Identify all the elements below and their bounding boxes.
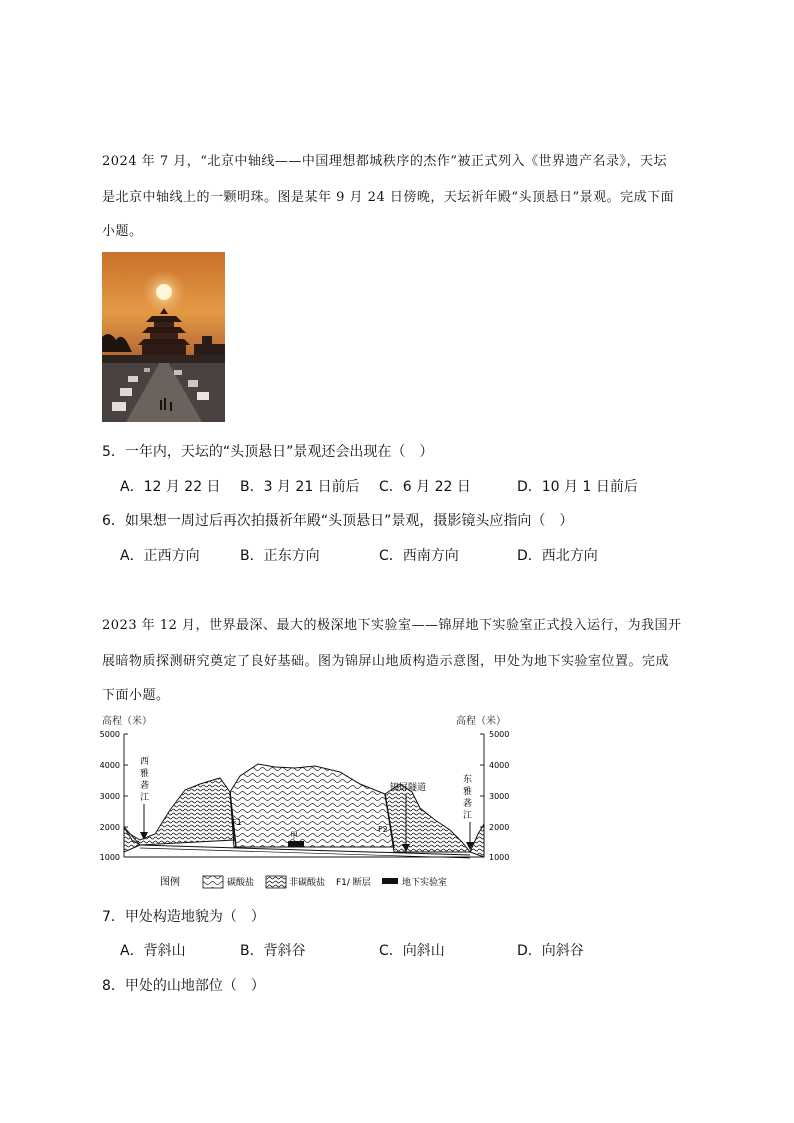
question-5-stem: 5．一年内，天坛的“头顶悬日”景观还会出现在（ ）: [102, 444, 434, 460]
q5-option-b[interactable]: B．3 月 21 日前后: [240, 479, 360, 495]
passage-2-line-1: 2023 年 12 月，世界最深、最大的极深地下实验室——锦屏地下实验室正式投入运行，为我国开: [102, 618, 682, 633]
q5-option-d[interactable]: D．10 月 1 日前后: [517, 479, 638, 495]
q7-option-a[interactable]: A．背斜山: [120, 943, 186, 959]
question-5-options: [120, 476, 720, 496]
passage-2-line-3: 下面小题。: [102, 688, 170, 703]
legend-carbonate-swatch: [203, 876, 223, 888]
passage-1-line-3: 小题。: [102, 224, 143, 239]
svg-text:雅: 雅: [463, 787, 473, 797]
svg-text:江: 江: [463, 811, 473, 821]
fault-f2-label: F2: [378, 825, 388, 834]
legend-lab: 地下实验室: [402, 878, 448, 888]
passage-1-line-1: 2024 年 7 月，“北京中轴线——中国理想都城秩序的杰作”被正式列入《世界遗产名录》，天坛: [102, 154, 668, 169]
legend: [160, 875, 447, 888]
q5-option-c[interactable]: C．6 月 22 日: [379, 479, 471, 495]
underground-lab-marker: [288, 841, 304, 847]
tunnel-label: 锦屏隧道: [390, 783, 427, 793]
passage-1-line-2: 是北京中轴线上的一颗明珠。图是某年 9 月 24 日傍晚，天坛祈年殿“头顶悬日”景观。完成下面: [102, 190, 675, 205]
axis-title-right: 高程（米）: [456, 716, 506, 727]
question-8-stem: 8．甲处的山地部位（ ）: [102, 978, 265, 994]
west-river-label: [140, 756, 149, 803]
svg-text:砻: 砻: [463, 799, 473, 809]
legend-title: 图例: [160, 877, 180, 888]
east-slope-rock: [385, 784, 473, 852]
temple-sunset-photo: [102, 252, 225, 422]
svg-text:西: 西: [140, 757, 150, 767]
question-7-options: [120, 940, 720, 960]
central-mountain-rock: [230, 764, 394, 847]
legend-lab-swatch: [382, 878, 398, 884]
svg-text:江: 江: [140, 793, 150, 803]
legend-carbonate: 碳酸盐: [227, 878, 255, 888]
passage-2-line-2: 展暗物质探测研究奠定了良好基础。图为锦屏山地质构造示意图，甲处为地下实验室位置。完成: [102, 654, 670, 669]
svg-text:东: 东: [463, 775, 473, 785]
left-tick-4000: 4000: [99, 761, 120, 770]
axis-title-left: 高程（米）: [102, 716, 152, 727]
right-tick-3000: 3000: [489, 792, 510, 801]
q7-option-b[interactable]: B．背斜谷: [240, 943, 306, 959]
q6-option-b[interactable]: B．正东方向: [240, 548, 320, 564]
left-tick-1000: 1000: [99, 853, 120, 862]
svg-text:雅: 雅: [140, 769, 150, 779]
left-tick-5000: 5000: [99, 730, 120, 739]
lab-label: 甲: [290, 831, 298, 840]
question-6-stem: 6．如果想一周过后再次拍摄祈年殿“头顶悬日”景观，摄影镜头应指向（ ）: [102, 513, 574, 529]
q7-option-c[interactable]: C．向斜山: [379, 943, 445, 959]
legend-non-carbonate: 非碳酸盐: [289, 878, 326, 888]
left-tick-2000: 2000: [99, 823, 120, 832]
q7-option-d[interactable]: D．向斜谷: [517, 943, 584, 959]
jinping-geology-diagram: [99, 712, 510, 894]
legend-fault: F1/ 断层: [336, 878, 371, 888]
q5-option-a[interactable]: A．12 月 22 日: [120, 479, 221, 495]
q6-option-c[interactable]: C．西南方向: [379, 548, 459, 564]
legend-non-carbonate-swatch: [266, 876, 286, 888]
left-tick-3000: 3000: [99, 792, 120, 801]
question-6-options: [120, 545, 720, 565]
svg-text:砻: 砻: [140, 781, 150, 791]
right-tick-5000: 5000: [489, 730, 510, 739]
right-tick-4000: 4000: [489, 761, 510, 770]
q6-option-d[interactable]: D．西北方向: [517, 548, 598, 564]
q6-option-a[interactable]: A．正西方向: [120, 548, 200, 564]
question-7-stem: 7．甲处构造地貌为（ ）: [102, 909, 265, 925]
right-tick-1000: 1000: [489, 853, 510, 862]
east-river-label: [463, 773, 472, 821]
fault-f1-label: F1: [232, 818, 242, 827]
right-tick-2000: 2000: [489, 823, 510, 832]
